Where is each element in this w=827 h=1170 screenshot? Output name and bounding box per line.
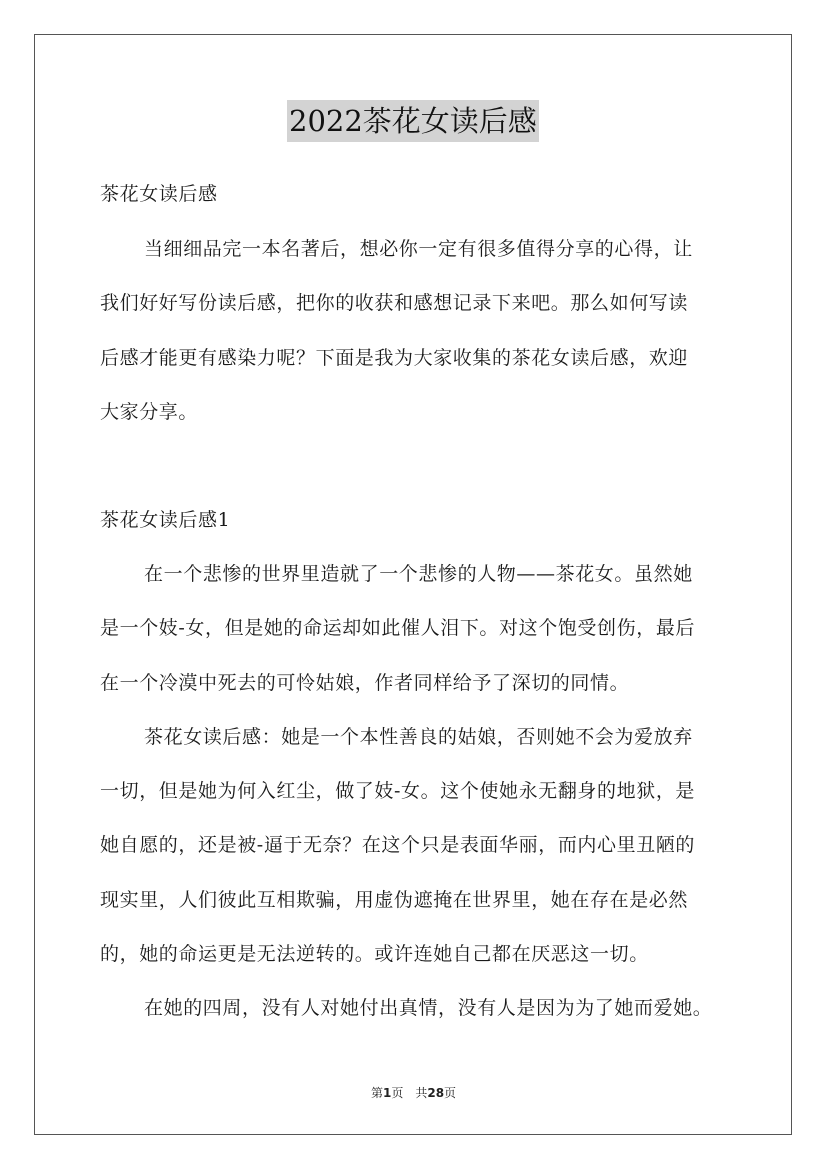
intro-line-1: 当细细品完一本名著后，想必你一定有很多值得分享的心得，让 (144, 238, 693, 260)
total-pages: 28 (427, 1086, 445, 1100)
para1-line-2: 是一个妓-女，但是她的命运却如此催人泪下。对这个饱受创伤，最后 (100, 617, 696, 639)
para3-line-1: 在她的四周，没有人对她付出真情，没有人是因为为了她而爱她。 (144, 997, 713, 1019)
section-heading-1: 茶花女读后感1 (100, 509, 231, 531)
para1-line-3: 在一个冷漠中死去的可怜姑娘，作者同样给予了深切的同情。 (100, 672, 630, 694)
total-suffix: 页 (444, 1086, 457, 1100)
page-footer (0, 1085, 827, 1101)
document-title: 2022茶花女读后感 (287, 100, 539, 142)
para2-line-1: 茶花女读后感：她是一个本性善良的姑娘，否则她不会为爱放弃 (144, 726, 693, 748)
intro-line-3: 后感才能更有感染力呢？下面是我为大家收集的茶花女读后感，欢迎 (100, 347, 689, 369)
page-suffix: 页 (391, 1086, 404, 1100)
intro-line-4: 大家分享。 (100, 401, 199, 423)
intro-heading: 茶花女读后感 (100, 183, 218, 205)
para2-line-3: 她自愿的，还是被-逼于无奈？在这个只是表面华丽，而内心里丑陋的 (100, 834, 696, 856)
total-prefix: 共 (415, 1086, 428, 1100)
para2-line-2: 一切，但是她为何入红尘，做了妓-女。这个使她永无翻身的地狱，是 (100, 780, 696, 802)
para2-line-4: 现实里，人们彼此互相欺骗，用虚伪遮掩在世界里，她在存在是必然 (100, 889, 689, 911)
para1-line-1: 在一个悲惨的世界里造就了一个悲惨的人物——茶花女。虽然她 (144, 563, 693, 585)
para2-line-5: 的，她的命运更是无法逆转的。或许连她自己都在厌恶这一切。 (100, 943, 649, 965)
intro-line-2: 我们好好写份读后感，把你的收获和感想记录下来吧。那么如何写读 (100, 292, 689, 314)
page-number: 1 (382, 1086, 392, 1100)
page-prefix: 第 (370, 1086, 383, 1100)
